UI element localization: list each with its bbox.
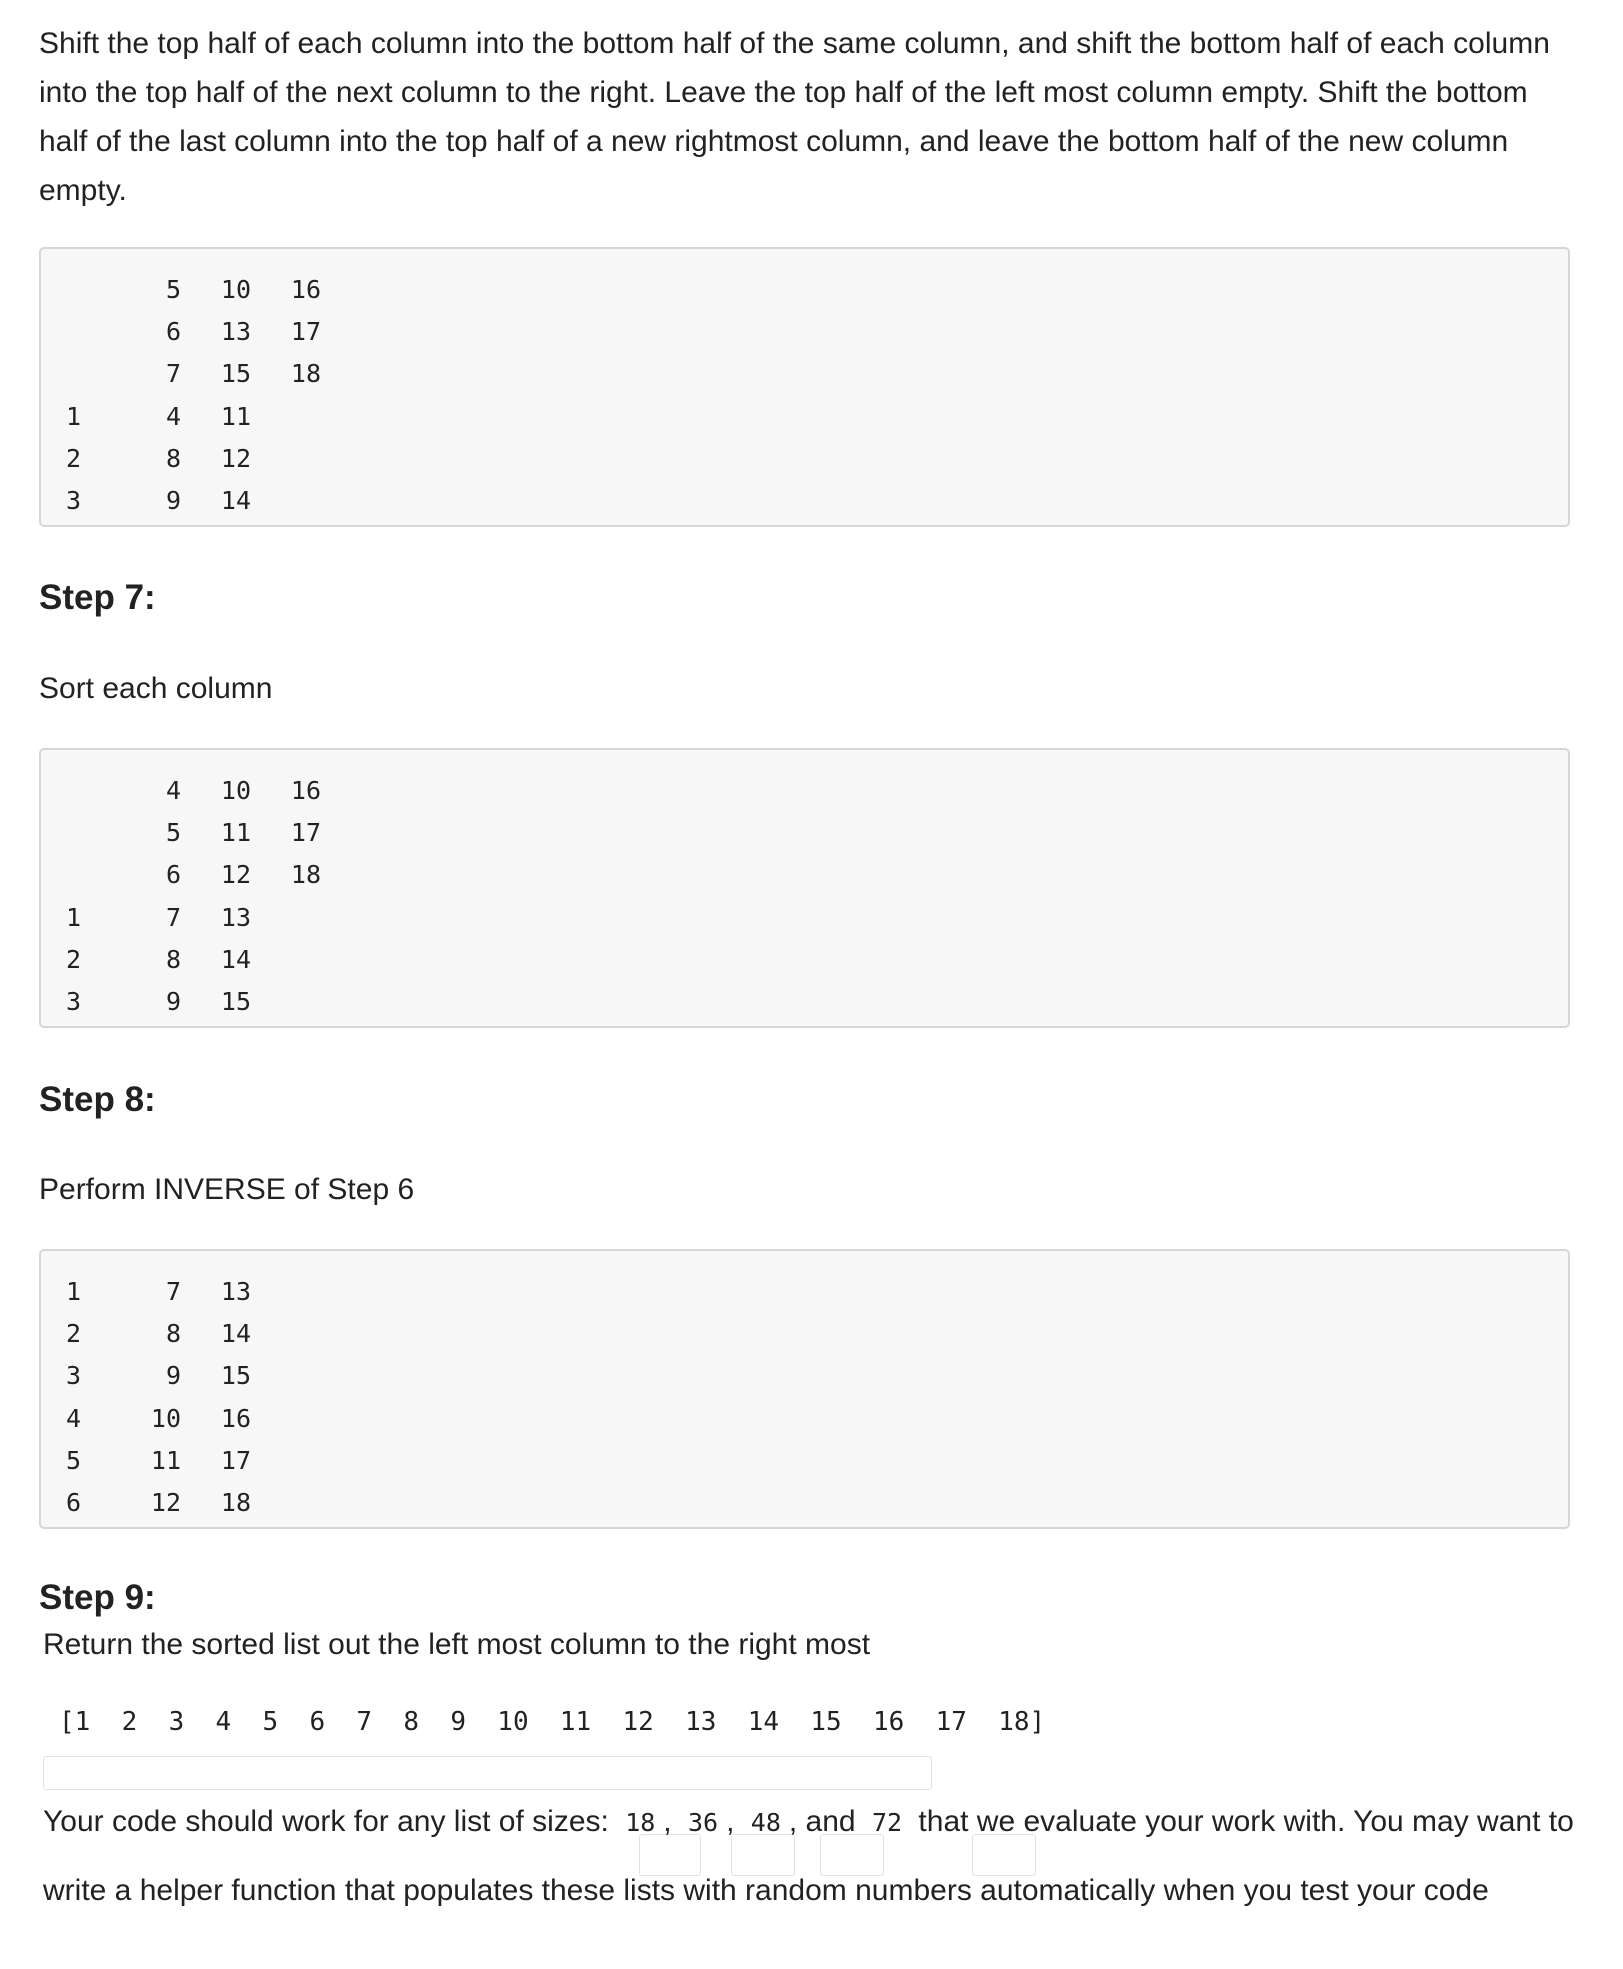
grid-cell: 11 xyxy=(150,1445,181,1475)
grid-cell: 8 xyxy=(165,944,181,974)
grid-cell: 9 xyxy=(165,1361,181,1391)
size-72: 72 xyxy=(871,1808,903,1837)
grid-cell: 18 xyxy=(290,860,321,890)
grid-cell: 8 xyxy=(165,1319,181,1349)
grid-cell: 2 xyxy=(65,443,81,473)
grid-cell: 13 xyxy=(220,902,251,932)
grid-cell: 12 xyxy=(150,1487,181,1517)
grid-cell: 18 xyxy=(220,1487,251,1517)
grid-cell: 12 xyxy=(220,443,251,473)
grid-cell: 2 xyxy=(65,944,81,974)
grid-cell: 11 xyxy=(220,401,251,431)
grid-cell: 2 xyxy=(65,1319,81,1349)
grid-cell: 5 xyxy=(65,1445,81,1475)
grid-cell: 7 xyxy=(165,1277,181,1306)
grid-cell: 11 xyxy=(220,818,251,848)
grid-cell: 12 xyxy=(220,860,251,890)
grid-cell: 13 xyxy=(220,1277,251,1306)
step7-heading: Step 7: xyxy=(39,578,156,617)
grid-cell: 4 xyxy=(165,401,181,431)
grid-cell: 6 xyxy=(65,1487,81,1517)
sorted-result: [1 2 3 4 5 6 7 8 9 10 11 12 13 14 15 16 17 18] xyxy=(59,1707,1046,1737)
step7-text: Sort each column xyxy=(39,672,273,705)
grid-cell: 14 xyxy=(220,944,251,974)
grid-cell: 16 xyxy=(220,1403,251,1433)
grid-cell: 9 xyxy=(165,485,181,515)
grid-cell: 4 xyxy=(165,776,181,805)
grid-cell: 5 xyxy=(165,818,181,848)
step7-code-block xyxy=(39,748,1570,1028)
separator: , xyxy=(726,1805,735,1838)
grid-cell: 3 xyxy=(65,485,81,515)
grid-cell: 15 xyxy=(220,359,251,389)
grid-cell: 17 xyxy=(220,1445,251,1475)
step8-code-block xyxy=(39,1249,1570,1529)
grid-cell: 3 xyxy=(65,1361,81,1391)
grid-cell: 10 xyxy=(220,275,251,304)
grid-cell: 1 xyxy=(65,902,81,932)
grid-cell: 17 xyxy=(290,818,321,848)
step8-text: Perform INVERSE of Step 6 xyxy=(39,1173,415,1206)
grid-cell: 15 xyxy=(220,1361,251,1391)
grid-cell: 14 xyxy=(220,1319,251,1349)
grid-cell: 7 xyxy=(165,902,181,932)
grid-cell: 14 xyxy=(220,485,251,515)
size-48: 48 xyxy=(750,1808,781,1837)
underlay-box xyxy=(43,1756,932,1790)
grid-cell: 5 xyxy=(165,275,181,304)
separator: , xyxy=(663,1805,672,1838)
grid-cell: 18 xyxy=(290,359,321,389)
grid-cell: 6 xyxy=(165,317,181,347)
grid-cell: 16 xyxy=(290,776,321,805)
grid-cell: 1 xyxy=(65,401,81,431)
step6-code-block xyxy=(39,247,1570,527)
size-36: 36 xyxy=(687,1808,719,1837)
grid-cell: 1 xyxy=(65,1277,81,1306)
step8-heading: Step 8: xyxy=(39,1080,156,1119)
grid-cell: 9 xyxy=(165,986,181,1016)
grid-cell: 13 xyxy=(220,317,251,347)
grid-cell: 10 xyxy=(150,1403,181,1433)
grid-cell: 7 xyxy=(165,359,181,389)
grid-cell: 3 xyxy=(65,986,81,1016)
and-text: , and xyxy=(788,1805,856,1838)
step9-heading: Step 9: xyxy=(39,1578,156,1617)
step9-text: Return the sorted list out the left most column to the right most xyxy=(43,1628,871,1661)
final-tail: that we evaluate your work with. You may want to write a helper function that populates these lists with random numbers automatically when you test your code xyxy=(43,1805,1574,1907)
final-lead: Your code should work for any list of sizes: xyxy=(43,1805,609,1838)
grid-cell: 15 xyxy=(220,986,251,1016)
grid-cell: 17 xyxy=(290,317,321,347)
grid-cell: 16 xyxy=(290,275,321,304)
grid-cell: 8 xyxy=(165,443,181,473)
size-18: 18 xyxy=(625,1808,656,1837)
grid-cell: 4 xyxy=(65,1403,81,1433)
grid-cell: 6 xyxy=(165,860,181,890)
intro-paragraph: Shift the top half of each column into the bottom half of the same column, and shift the bottom half of each column into the top half of the next column to the right. Leave the top half of the left most column empty. Shift the bottom half of the last column into the top half of a new rightmost column, and leave the bottom half of the new column empty. xyxy=(39,27,1550,207)
final-paragraph xyxy=(43,1788,1583,1925)
grid-cell: 10 xyxy=(220,776,251,805)
